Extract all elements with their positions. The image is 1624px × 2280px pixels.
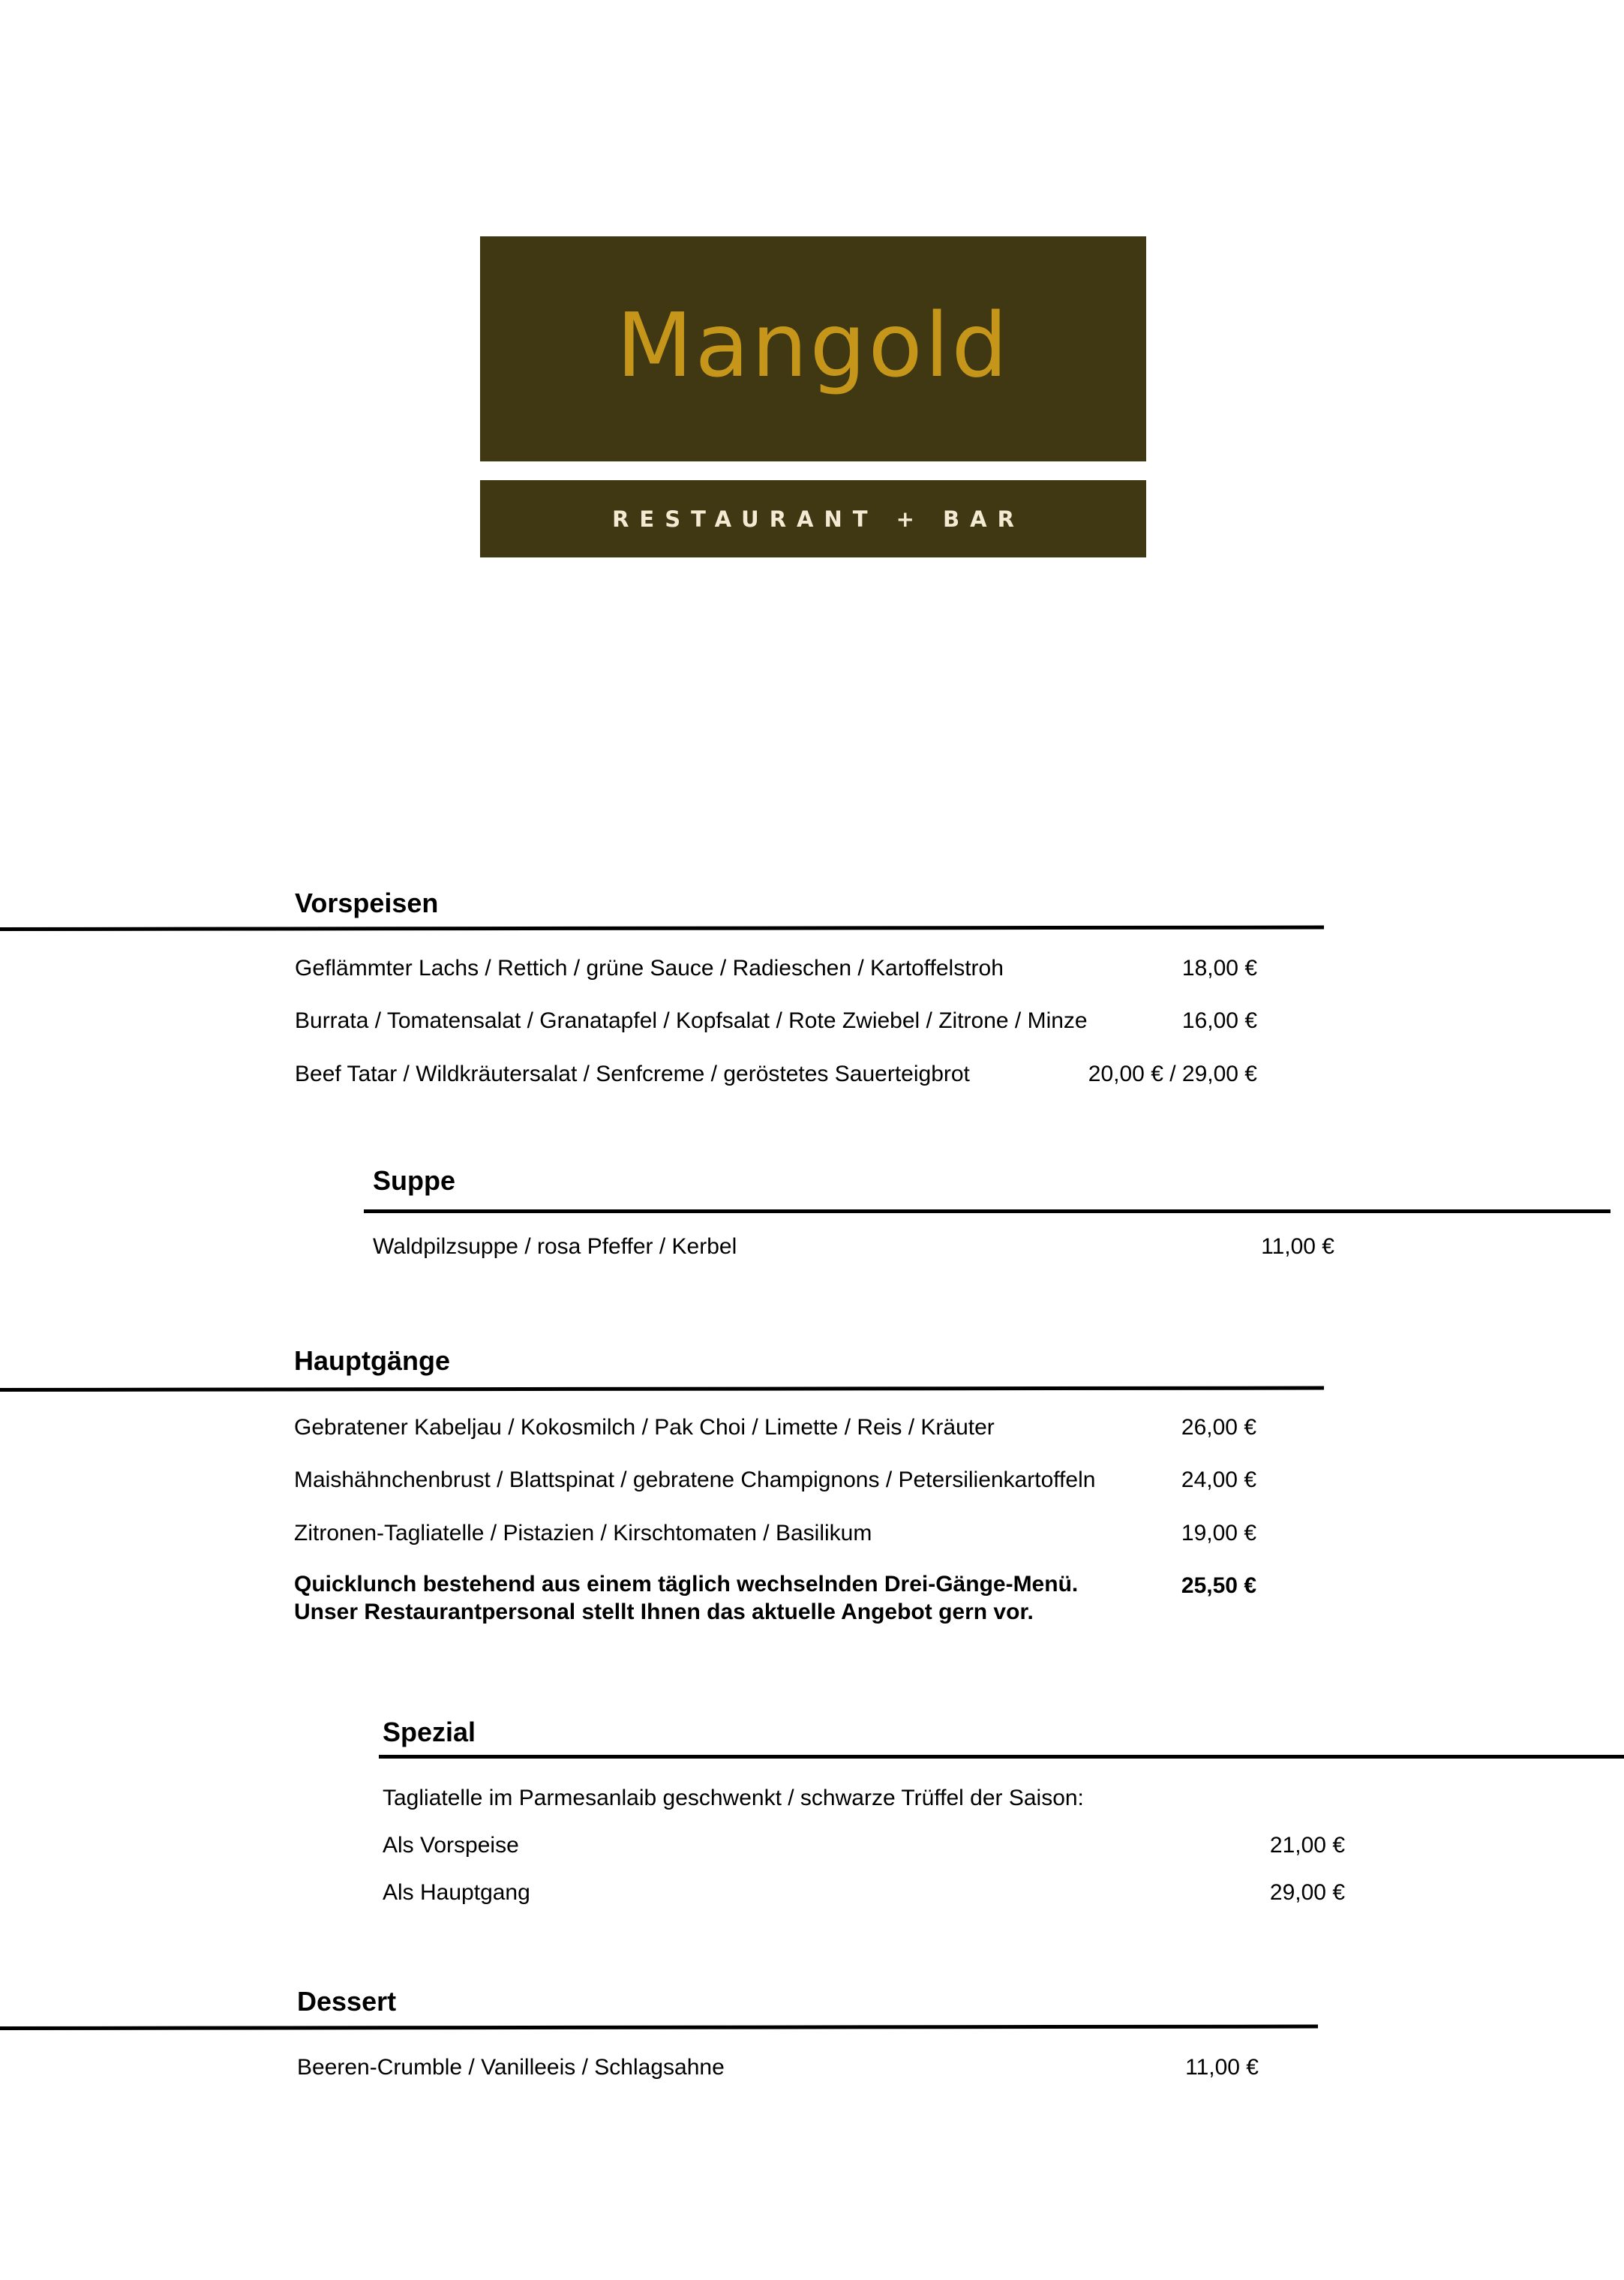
section-heading-vorspeisen: Vorspeisen <box>295 888 439 918</box>
menu-item-price: 20,00 € / 29,00 € <box>1088 1062 1257 1086</box>
logo-name-block <box>480 236 1146 461</box>
menu-item-name: Maishähnchenbrust / Blattspinat / gebratene Champignons / Petersilienkartoffeln <box>294 1467 1096 1492</box>
section-heading-hauptgaenge: Hauptgänge <box>294 1345 451 1376</box>
section-heading-dessert: Dessert <box>297 1986 397 2017</box>
menu-item-price: 24,00 € <box>1181 1467 1256 1492</box>
logo-tagline: RESTAURANT + BAR <box>612 506 1025 532</box>
menu-item-name: Waldpilzsuppe / rosa Pfeffer / Kerbel <box>373 1234 737 1259</box>
menu-item-price: 11,00 € <box>1261 1234 1334 1259</box>
menu-item-name: Als Hauptgang <box>383 1880 530 1905</box>
menu-item-price: 26,00 € <box>1181 1415 1256 1440</box>
section-divider <box>0 2025 1318 2030</box>
menu-item-name: Beef Tatar / Wildkräutersalat / Senfcreme / geröstetes Sauerteigbrot <box>295 1062 970 1086</box>
section-heading-spezial: Spezial <box>383 1717 476 1747</box>
section-divider <box>0 926 1324 931</box>
section-divider <box>379 1755 1624 1759</box>
quicklunch-price: 25,50 € <box>1181 1573 1256 1598</box>
menu-item-name: Gebratener Kabeljau / Kokosmilch / Pak Choi / Limette / Reis / Kräuter <box>294 1415 995 1440</box>
menu-item-name: Burrata / Tomatensalat / Granatapfel / Kopfsalat / Rote Zwiebel / Zitrone / Minze <box>295 1008 1088 1033</box>
menu-item-price: 21,00 € <box>1269 1833 1345 1858</box>
menu-item-price: 16,00 € <box>1181 1008 1257 1033</box>
quicklunch-note <box>294 1570 1078 1626</box>
menu-item-price: 29,00 € <box>1269 1880 1345 1905</box>
quicklunch-line-1: Quicklunch bestehend aus einem täglich wechselnden Drei-Gänge-Menü. <box>294 1572 1079 1597</box>
section-divider <box>0 1386 1324 1392</box>
quicklunch-line-2: Unser Restaurantpersonal stellt Ihnen das aktuelle Angebot gern vor. <box>294 1600 1034 1624</box>
section-heading-suppe: Suppe <box>373 1165 456 1196</box>
menu-item-name: Zitronen-Tagliatelle / Pistazien / Kirschtomaten / Basilikum <box>294 1521 872 1546</box>
menu-item-price: 11,00 € <box>1185 2055 1259 2080</box>
logo-tagline-block <box>480 480 1146 557</box>
menu-item-name: Geflämmter Lachs / Rettich / grüne Sauce / Radieschen / Kartoffelstroh <box>295 956 1004 981</box>
section-divider <box>364 1209 1610 1213</box>
menu-item-price: 18,00 € <box>1181 956 1257 981</box>
spezial-intro: Tagliatelle im Parmesanlaib geschwenkt / schwarze Trüffel der Saison: <box>383 1786 1084 1810</box>
menu-item-name: Als Vorspeise <box>383 1833 519 1858</box>
logo-name: Mangold <box>616 293 1010 397</box>
menu-item-name: Beeren-Crumble / Vanilleeis / Schlagsahne <box>297 2055 725 2080</box>
menu-item-price: 19,00 € <box>1181 1521 1256 1546</box>
